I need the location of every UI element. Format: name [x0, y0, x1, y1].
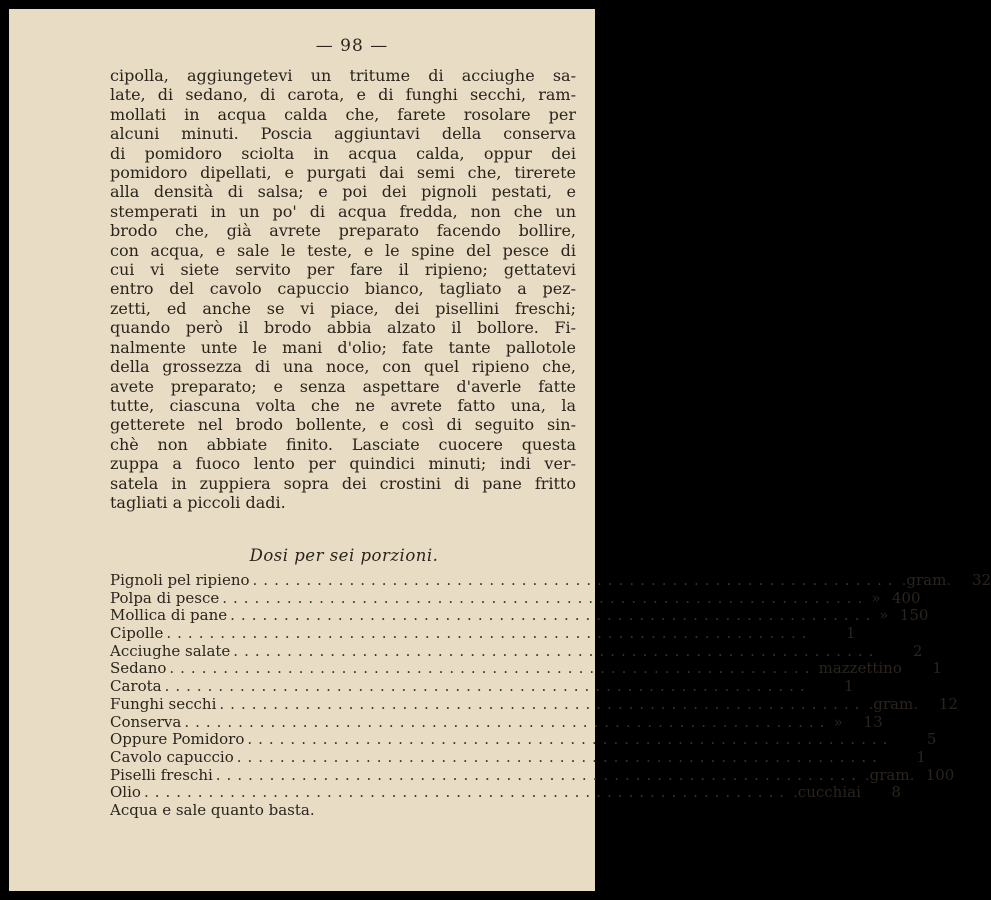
doses-title: Dosi per sei porzioni. — [249, 546, 439, 565]
dose-leader-dots: ............................................................ — [233, 641, 880, 660]
dose-ingredient: Sedano — [110, 659, 167, 678]
dose-row — [110, 677, 854, 696]
recipe-body-text — [110, 66, 576, 512]
dose-leader-dots: ............................................................ — [247, 730, 894, 749]
body-text-line: stemperati in un po' di acqua fredda, non che un — [110, 201, 576, 221]
body-text-line: getterete nel brodo bollente, e così di seguito sin- — [110, 415, 576, 435]
dose-leader-dots: ............................................................ — [219, 694, 866, 713]
dose-row — [110, 694, 958, 714]
body-text-line: mollati in acqua calda che, farete rosolare per — [110, 104, 576, 124]
body-text-line: entro del cavolo capuccio bianco, tagliato a pez- — [110, 279, 576, 299]
dose-row — [110, 588, 921, 608]
dose-quantity: 100 — [925, 765, 955, 784]
dose-row — [110, 765, 955, 785]
dose-ingredient: Cipolle — [110, 624, 164, 643]
dose-leader-dots: ............................................................ — [169, 659, 816, 678]
dose-quantity: 32 — [972, 571, 991, 589]
body-text-line: con acqua, e sale le teste, e le spine del pesce di — [110, 240, 576, 260]
dose-ingredient: Funghi secchi — [110, 694, 217, 713]
dose-unit: .gram. — [864, 765, 915, 784]
dose-unit: » — [871, 588, 881, 607]
body-text-line: pomidoro dipellati, e purgati dai semi che, tirerete — [110, 163, 576, 183]
dose-leader-dots: ............................................................ — [230, 606, 877, 625]
body-text-line: nalmente unte le mani d'olio; fate tante pallotole — [110, 337, 576, 357]
body-text-line: avete preparato; e senza aspettare d'averle fatte — [110, 376, 576, 396]
dose-quantity: 1 — [932, 659, 942, 678]
dose-quantity: 1 — [845, 624, 856, 643]
dose-leader-dots: ............................................................ — [222, 588, 869, 607]
body-text-line: cui vi siete servito per fare il ripieno; gettatevi — [110, 260, 576, 280]
dose-leader-dots: ............................................................ — [166, 624, 813, 643]
dose-quantity: 12 — [938, 694, 958, 713]
dose-quantity: 1 — [916, 747, 926, 766]
dose-quantity: 150 — [899, 606, 929, 625]
dose-ingredient: Carota — [110, 677, 162, 696]
body-text-line: cipolla, aggiungetevi un tritume di acciughe sa- — [110, 66, 576, 85]
dose-quantity: 8 — [891, 783, 901, 802]
dose-ingredient: Cavolo capuccio — [110, 747, 234, 766]
dose-leader-dots: ............................................................ — [184, 712, 831, 731]
dose-unit: .cucchiai — [793, 783, 861, 802]
body-text-line: brodo che, già avrete preparato facendo bollire, — [110, 221, 576, 241]
body-text-line: tagliati a piccoli dadi. — [110, 492, 286, 512]
dose-leader-dots: ............................................................ — [252, 571, 899, 589]
dose-quantity: 1 — [844, 677, 854, 696]
body-text-line: tutte, ciascuna volta che ne avrete fatto una, la — [110, 395, 576, 415]
dose-row — [110, 641, 923, 661]
body-text-line: alcuni minuti. Poscia aggiuntavi della conserva — [110, 124, 576, 144]
dose-row — [110, 730, 937, 749]
dose-row — [110, 659, 942, 678]
body-text-line: quando però il brodo abbia alzato il bollore. Fi- — [110, 318, 576, 338]
dose-ingredient: Pignoli pel ripieno — [110, 571, 250, 589]
dose-leader-dots: ............................................................ — [215, 765, 862, 784]
body-text-line: zetti, ed anche se vi piace, dei pisellini freschi; — [110, 298, 576, 318]
body-text-line: della grossezza di una noce, con quel ripieno che, — [110, 357, 576, 377]
body-text-line: alla densità di salsa; e poi dei pignoli pestati, e — [110, 182, 576, 202]
dose-row — [110, 783, 901, 802]
dose-ingredient: Polpa di pesce — [110, 588, 220, 607]
doses-final-line: Acqua e sale quanto basta. — [110, 800, 315, 819]
dose-unit: .gram. — [901, 571, 952, 589]
dose-ingredient: Piselli freschi — [110, 765, 213, 784]
dose-quantity: 13 — [863, 712, 883, 731]
dose-ingredient: Conserva — [110, 712, 182, 731]
dose-row — [110, 571, 991, 590]
dose-leader-dots: ............................................................ — [143, 783, 791, 802]
dose-quantity: 400 — [891, 588, 921, 607]
dose-row — [110, 712, 883, 732]
dose-quantity: 2 — [912, 641, 923, 660]
dose-unit: mazzettino — [818, 659, 902, 678]
dose-row — [110, 747, 926, 767]
dose-unit: .gram. — [868, 694, 918, 713]
dose-ingredient: Mollica di pane — [110, 606, 228, 625]
dose-leader-dots: ............................................................ — [164, 677, 811, 696]
body-text-line: di pomidoro sciolta in acqua calda, oppur dei — [110, 143, 576, 163]
dose-ingredient: Oppure Pomidoro — [110, 730, 245, 749]
dose-unit: » — [833, 712, 843, 731]
dose-ingredient: Olio — [110, 783, 141, 802]
dose-row — [110, 624, 856, 643]
dose-ingredient: Acciughe salate — [110, 641, 231, 660]
dose-unit: » — [879, 606, 889, 625]
doses-list — [110, 571, 991, 820]
body-text-line: late, di sedano, di carota, e di funghi secchi, ram- — [110, 85, 576, 105]
dose-row — [110, 606, 929, 625]
dose-quantity: 5 — [926, 730, 937, 749]
page-number: — 98 — — [315, 36, 389, 56]
dose-leader-dots: ............................................................ — [236, 747, 883, 766]
body-text-line: chè non abbiate finito. Lasciate cuocere questa — [110, 434, 576, 454]
body-text-line: satela in zuppiera sopra dei crostini di pane fritto — [110, 473, 576, 493]
body-text-line: zuppa a fuoco lento per quindici minuti; indi ver- — [110, 454, 576, 474]
book-page — [9, 9, 991, 891]
